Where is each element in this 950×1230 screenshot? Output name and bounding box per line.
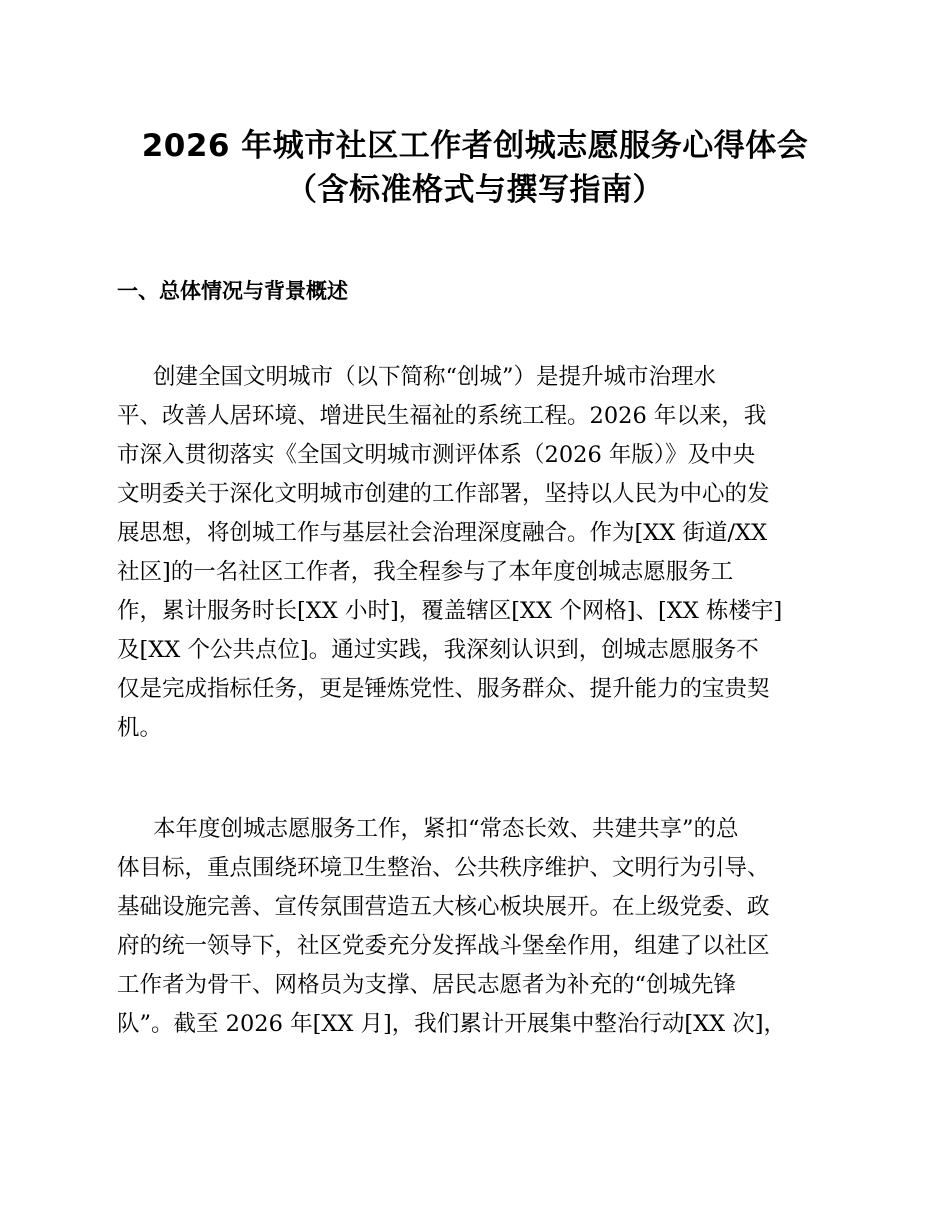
paragraph-line: 本年度创城志愿服务工作，紧扣“常态长效、共建共享”的总 <box>153 816 739 842</box>
paragraph-line: 社区]的一名社区工作者，我全程参与了本年度创城志愿服务工 <box>117 559 734 585</box>
paragraph-line: 展思想，将创城工作与基层社会治理深度融合。作为[XX 街道/XX <box>117 520 768 546</box>
document-title: 2026 年城市社区工作者创城志愿服务心得体会 <box>141 128 809 164</box>
document-subtitle: （含标准格式与撰写指南） <box>286 172 664 208</box>
paragraph-line: 及[XX 个公共点位]。通过实践，我深刻认识到，创城志愿服务不 <box>117 637 759 663</box>
paragraph-line: 仅是完成指标任务，更是锤炼党性、服务群众、提升能力的宝贵契 <box>117 676 770 702</box>
paragraph-line: 作，累计服务时长[XX 小时]，覆盖辖区[XX 个网格]、[XX 栋楼宇] <box>117 598 783 624</box>
paragraph-line: 创建全国文明城市（以下简称“创城”）是提升城市治理水 <box>153 364 717 390</box>
paragraph-line: 队”。截至 2026 年[XX 月]，我们累计开展集中整治行动[XX 次]， <box>117 1011 787 1037</box>
paragraph-line: 工作者为骨干、网格员为支撑、居民志愿者为补充的“创城先锋 <box>117 972 737 998</box>
paragraph-line: 体目标，重点围绕环境卫生整治、公共秩序维护、文明行为引导、 <box>117 855 770 881</box>
paragraph-line: 市深入贯彻落实《全国文明城市测评体系（2026 年版）》及中央 <box>117 442 756 468</box>
paragraph-line: 机。 <box>117 715 163 741</box>
section-heading: 一、总体情况与背景概述 <box>117 279 348 303</box>
paragraph-line: 文明委关于深化文明城市创建的工作部署，坚持以人民为中心的发 <box>117 481 770 507</box>
paragraph-line: 基础设施完善、宣传氛围营造五大核心板块展开。在上级党委、政 <box>117 894 770 920</box>
paragraph-line: 府的统一领导下，社区党委充分发挥战斗堡垒作用，组建了以社区 <box>117 933 770 959</box>
paragraph-line: 平、改善人居环境、增进民生福祉的系统工程。2026 年以来，我 <box>117 403 767 429</box>
